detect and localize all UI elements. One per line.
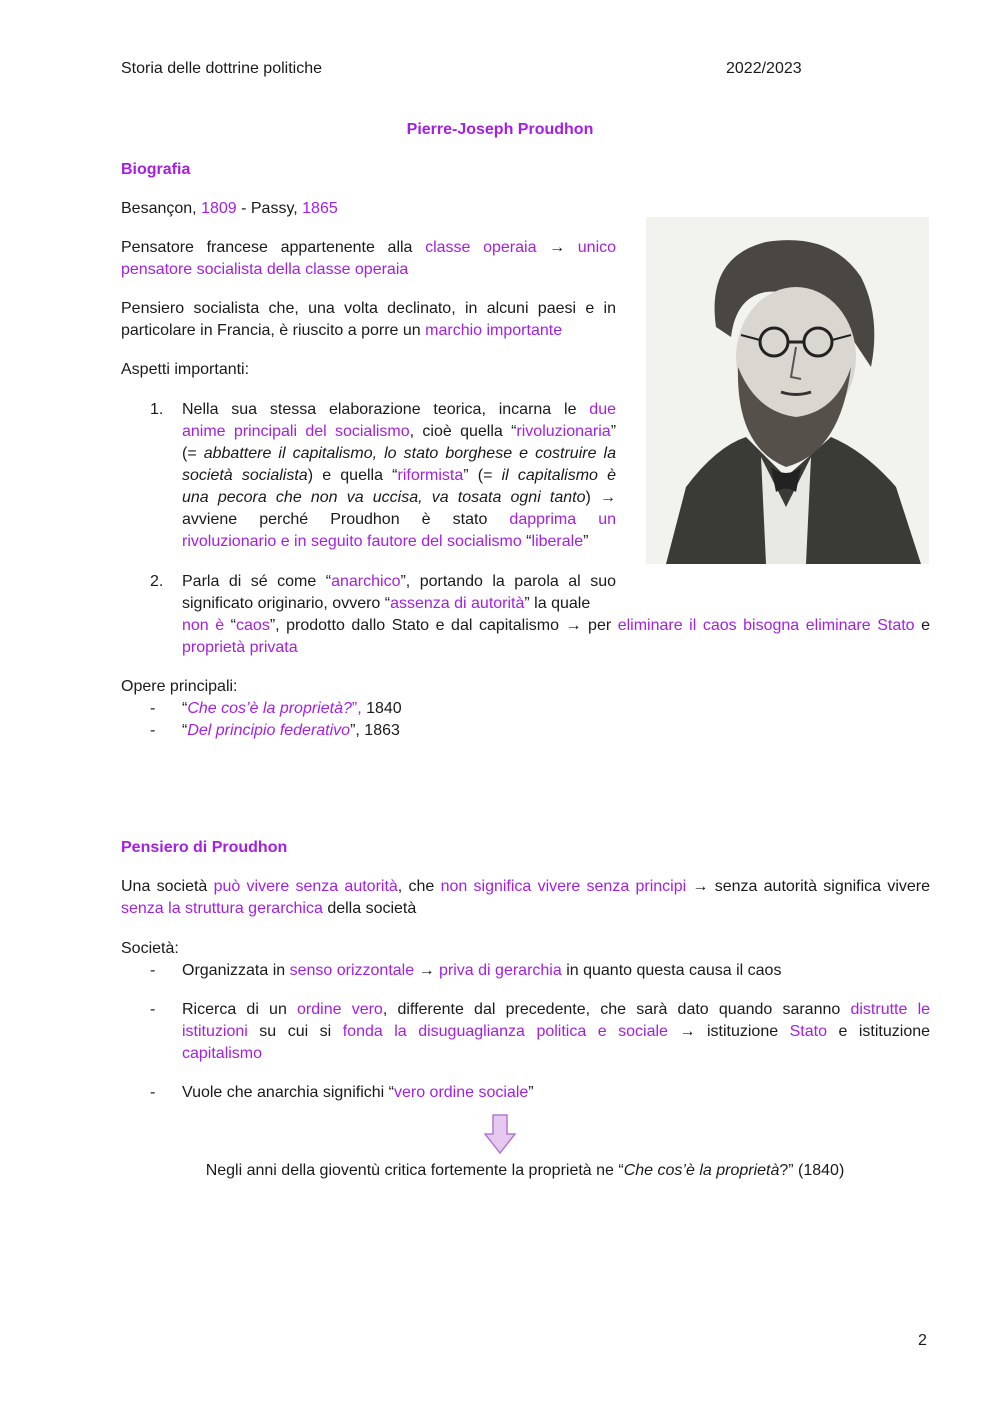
aspects-label: Aspetti importanti: xyxy=(121,361,250,378)
header-course-title: Storia delle dottrine politiche xyxy=(121,60,323,77)
society-label: Società: xyxy=(121,940,179,957)
conclusion-line: Negli anni della gioventù critica fortemente la proprietà ne “Che cos’è la proprietà?” (1840) xyxy=(205,1162,845,1179)
bio-dates: Besançon, 1809 - Passy, 1865 xyxy=(121,200,338,217)
proudhon-engraving-icon xyxy=(646,217,929,564)
bio-paragraph-1: Pensatore francese appartenente alla classe operaia → unico pensatore socialista della classe operaia xyxy=(121,239,617,278)
list-number-1: 1. xyxy=(150,401,164,418)
works-label: Opere principali: xyxy=(121,678,238,695)
society-item-1: Organizzata in senso orizzontale → priva di gerarchia in quanto questa causa il caos xyxy=(182,962,782,979)
section-heading-biografia: Biografia xyxy=(121,161,191,178)
work-item-1: “Che cos’è la proprietà?”, 1840 xyxy=(182,700,402,717)
page-title: Pierre-Joseph Proudhon xyxy=(406,121,594,138)
list-item-2-bottom: non è “caos”, prodotto dallo Stato e dal capitalismo → per eliminare il caos bisogna eliminare Stato e proprietà privata xyxy=(182,617,930,656)
work-bullet-1: - xyxy=(150,700,156,717)
header-academic-year: 2022/2023 xyxy=(726,60,802,77)
bio-paragraph-2: Pensiero socialista che, una volta declinato, in alcuni paesi e in particolare in Francia, è riuscito a porre un marchio importante xyxy=(121,300,616,339)
list-item-2-top: Parla di sé come “anarchico”, portando la parola al suo significato originario, ovvero “assenza di autorità” la quale xyxy=(182,573,617,612)
page-number: 2 xyxy=(918,1332,927,1349)
down-arrow-icon xyxy=(484,1114,516,1154)
society-bullet-2: - xyxy=(150,1001,156,1018)
work-item-2: “Del principio federativo”, 1863 xyxy=(182,722,400,739)
society-item-3: Vuole che anarchia significhi “vero ordine sociale” xyxy=(182,1084,534,1101)
list-number-2: 2. xyxy=(150,573,164,590)
portrait-image xyxy=(646,217,929,564)
thought-paragraph-1: Una società può vivere senza autorità, che non significa vivere senza principi → senza autorità significa vivere senza la struttura gerarchica della società xyxy=(121,878,931,917)
society-item-2: Ricerca di un ordine vero, differente dal precedente, che sarà dato quando saranno distrutte le istituzioni su cui si fonda la disuguaglianza politica e sociale → istituzione Stato e istituzione capitalismo xyxy=(182,1001,931,1062)
work-bullet-2: - xyxy=(150,722,156,739)
society-bullet-3: - xyxy=(150,1084,156,1101)
section-heading-pensiero: Pensiero di Proudhon xyxy=(121,839,288,856)
society-bullet-1: - xyxy=(150,962,156,979)
list-item-1: Nella sua stessa elaborazione teorica, incarna le due anime principali del socialismo, cioè quella “rivoluzionaria” (= abbattere il capitalismo, lo stato borghese e costruire la società socialista) e quella “riformista” (= il capitalismo è una pecora che non va uccisa, va tosata ogni tanto) → avviene perché Proudhon è stato dapprima un rivoluzionario e in seguito fautore del socialismo “liberale” xyxy=(182,401,617,550)
